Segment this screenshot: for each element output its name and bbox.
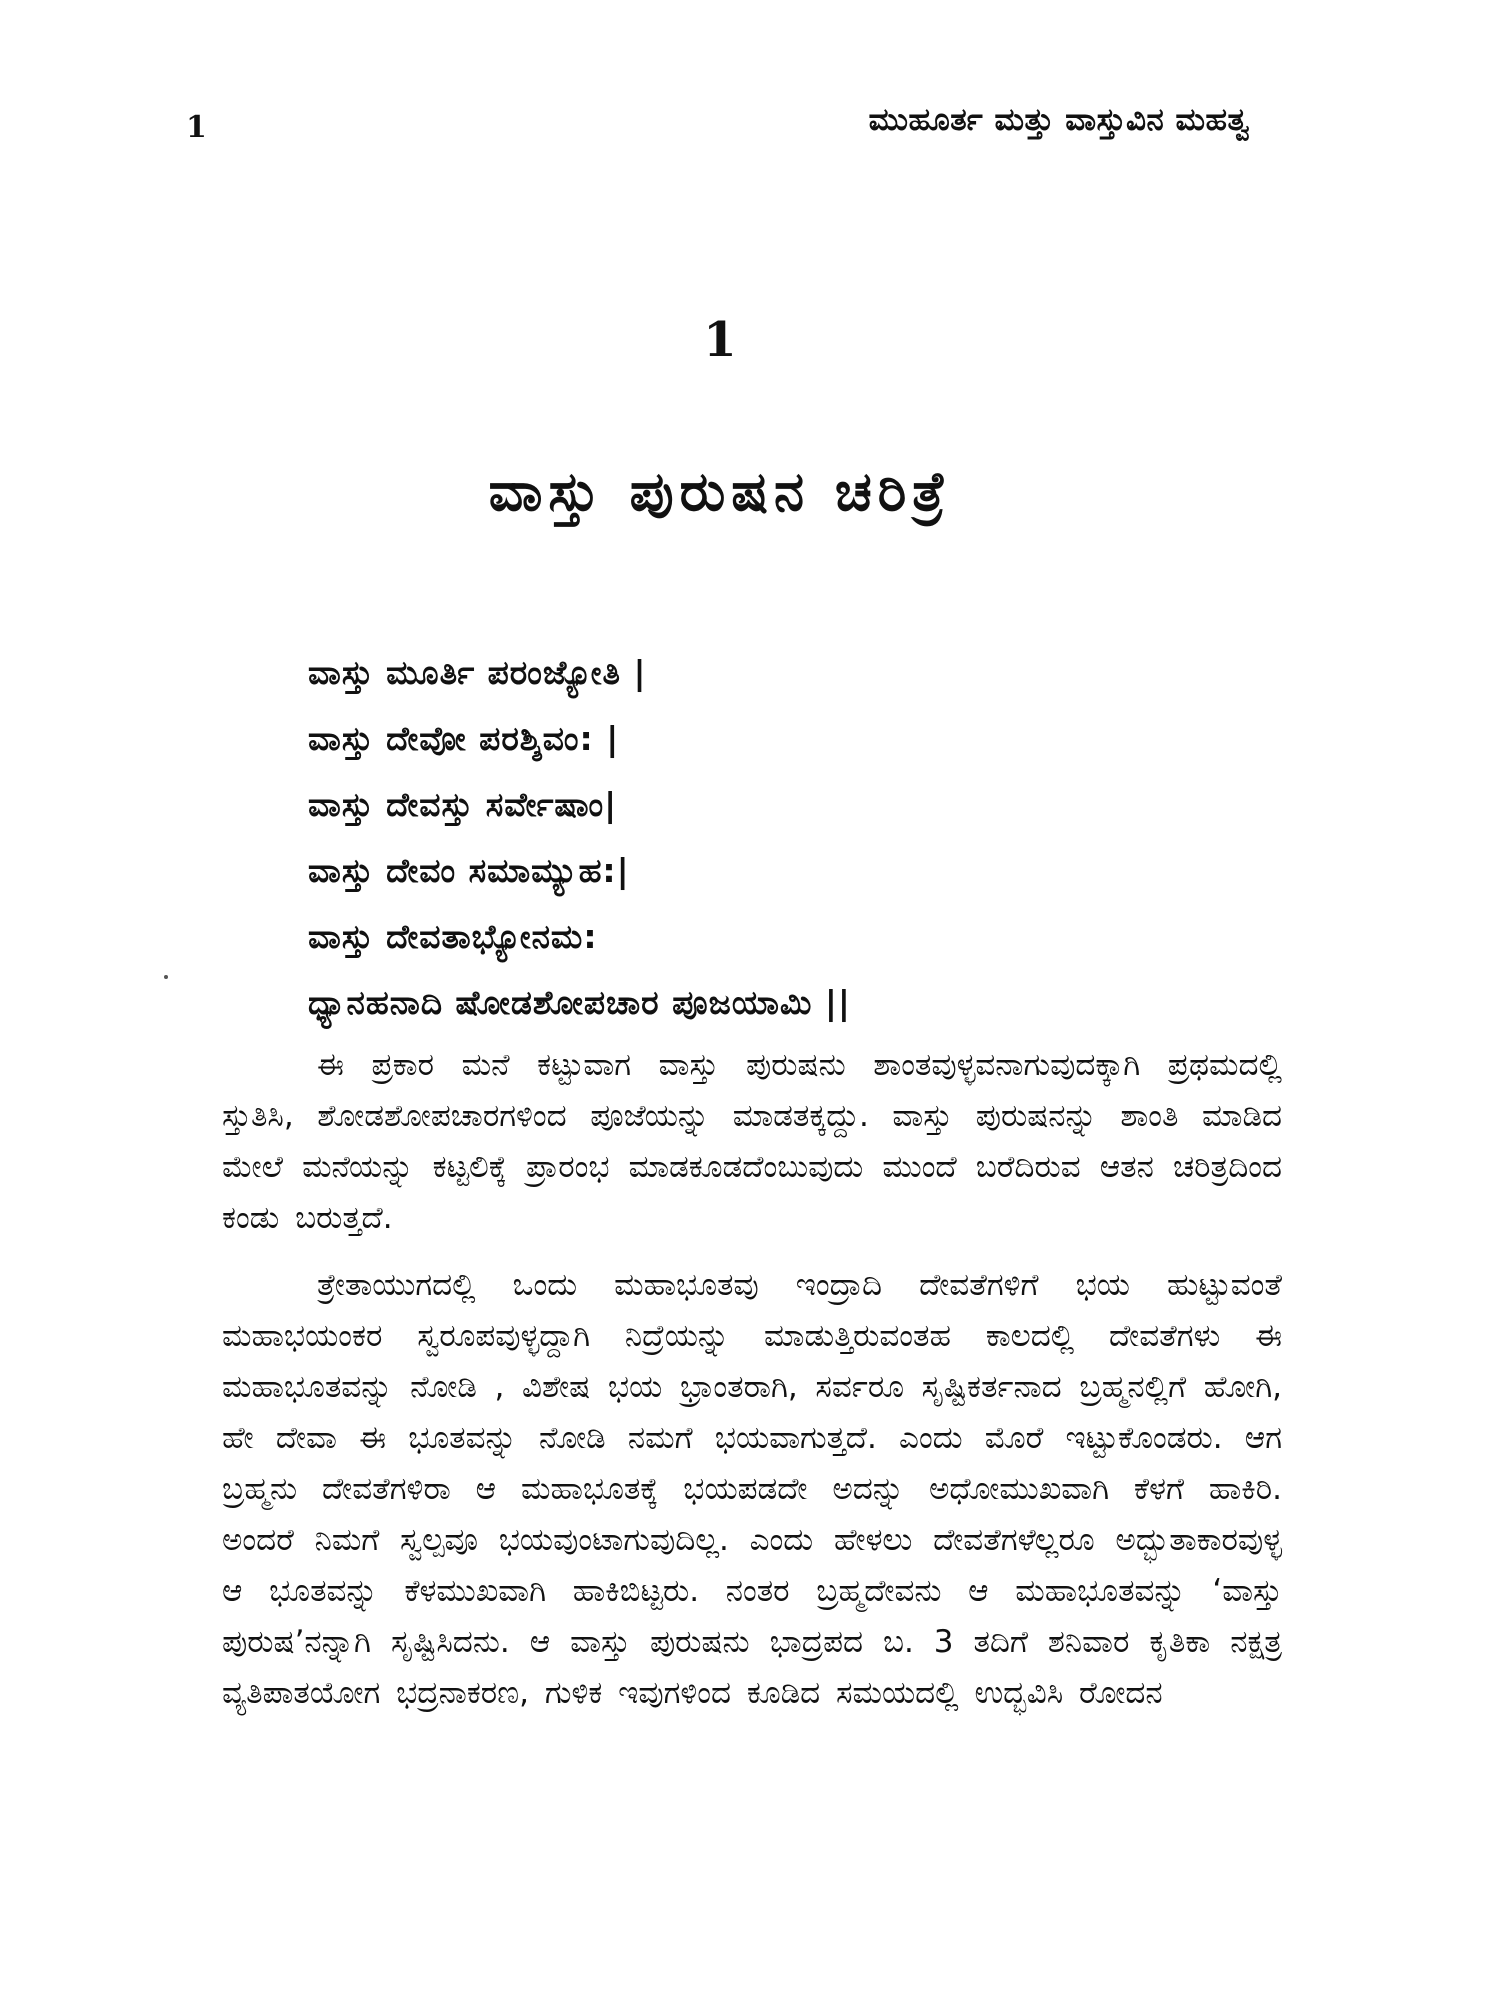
invocation-verse	[308, 640, 1208, 1036]
paragraph: ತ್ರೇತಾಯುಗದಲ್ಲಿ ಒಂದು ಮಹಾಭೂತವು ಇಂದ್ರಾದಿ ದೇವತೆಗಳಿಗೆ ಭಯ ಹುಟ್ಟುವಂತೆ ಮಹಾಭಯಂಕರ ಸ್ವರೂಪವುಳ್ಳದ್ದಾಗಿ ನಿದ್ರೆಯನ್ನು ಮಾಡುತ್ತಿರುವಂತಹ ಕಾಲದಲ್ಲಿ ದೇವತೆಗಳು ಈ ಮಹಾಭೂತವನ್ನು ನೋಡಿ , ವಿಶೇಷ ಭಯ ಭ್ರಾಂತರಾಗಿ, ಸರ್ವರೂ ಸೃಷ್ಟಿಕರ್ತನಾದ ಬ್ರಹ್ಮನಲ್ಲಿಗೆ ಹೋಗಿ, ಹೇ ದೇವಾ ಈ ಭೂತವನ್ನು ನೋಡಿ ನಮಗೆ ಭಯವಾಗುತ್ತದೆ. ಎಂದು ಮೊರೆ ಇಟ್ಟುಕೊಂಡರು. ಆಗ ಬ್ರಹ್ಮನು ದೇವತೆಗಳಿರಾ ಆ ಮಹಾಭೂತಕ್ಕೆ ಭಯಪಡದೇ ಅದನ್ನು ಅಧೋಮುಖವಾಗಿ ಕೆಳಗೆ ಹಾಕಿರಿ. ಅಂದರೆ ನಿಮಗೆ ಸ್ವಲ್ಪವೂ ಭಯವುಂಟಾಗುವುದಿಲ್ಲ. ಎಂದು ಹೇಳಲು ದೇವತೆಗಳೆಲ್ಲರೂ ಅದ್ಭುತಾಕಾರವುಳ್ಳ ಆ ಭೂತವನ್ನು ಕೆಳಮುಖವಾಗಿ ಹಾಕಿಬಿಟ್ಟರು. ನಂತರ ಬ್ರಹ್ಮದೇವನು ಆ ಮಹಾಭೂತವನ್ನು ‘ವಾಸ್ತು ಪುರುಷ’ನನ್ನಾಗಿ ಸೃಷ್ಟಿಸಿದನು. ಆ ವಾಸ್ತು ಪುರುಷನು ಭಾದ್ರಪದ ಬ. 3 ತದಿಗೆ ಶನಿವಾರ ಕೃತಿಕಾ ನಕ್ಷತ್ರ ವ್ಯತಿಪಾತಯೋಗ ಭದ್ರನಾಕರಣ, ಗುಳಿಕ ಇವುಗಳಿಂದ ಕೂಡಿದ ಸಮಯದಲ್ಲಿ ಉದ್ಭವಿಸಿ ರೋದನ	[222, 1267, 1282, 1711]
chapter-title: ವಾಸ್ತು ಪುರುಷನ ಚರಿತ್ರೆ	[488, 460, 952, 523]
body-text	[222, 1040, 1282, 1719]
verse-line: ವಾಸ್ತು ಮೂರ್ತಿ ಪರಂಜ್ಯೋತಿ |	[308, 653, 647, 692]
scan-speck	[164, 975, 168, 979]
verse-line: ವಾಸ್ತು ದೇವಂ ಸಮಾಮ್ಯುಹ:|	[308, 851, 630, 890]
verse-line: ವಾಸ್ತು ದೇವಸ್ತು ಸರ್ವೇಷಾಂ|	[308, 785, 618, 824]
verse-line: ಧ್ಯಾನಹನಾದಿ ಷೋಡಶೋಪಚಾರ ಪೂಜಯಾಮಿ ||	[308, 983, 851, 1022]
running-head: ಮುಹೂರ್ತ ಮತ್ತು ವಾಸ್ತುವಿನ ಮಹತ್ವ	[868, 102, 1250, 138]
verse-line: ವಾಸ್ತು ದೇವತಾಭ್ಯೋನಮ:	[308, 917, 598, 956]
verse-line: ವಾಸ್ತು ದೇವೋ ಪರಶ್ಶಿವಂ: |	[308, 719, 620, 758]
page-number: 1	[186, 110, 207, 145]
paragraph: ಈ ಪ್ರಕಾರ ಮನೆ ಕಟ್ಟುವಾಗ ವಾಸ್ತು ಪುರುಷನು ಶಾಂತವುಳ್ಳವನಾಗುವುದಕ್ಕಾಗಿ ಪ್ರಥಮದಲ್ಲಿ ಸ್ತುತಿಸಿ, ಶೋಡಶೋಪಚಾರಗಳಿಂದ ಪೂಜೆಯನ್ನು ಮಾಡತಕ್ಕದ್ದು. ವಾಸ್ತು ಪುರುಷನನ್ನು ಶಾಂತಿ ಮಾಡಿದ ಮೇಲೆ ಮನೆಯನ್ನು ಕಟ್ಟಲಿಕ್ಕೆ ಪ್ರಾರಂಭ ಮಾಡಕೂಡದೆಂಬುವುದು ಮುಂದೆ ಬರೆದಿರುವ ಆತನ ಚರಿತ್ರದಿಂದ ಕಂಡು ಬರುತ್ತದೆ.	[222, 1047, 1282, 1236]
chapter-number: 1	[703, 312, 737, 368]
